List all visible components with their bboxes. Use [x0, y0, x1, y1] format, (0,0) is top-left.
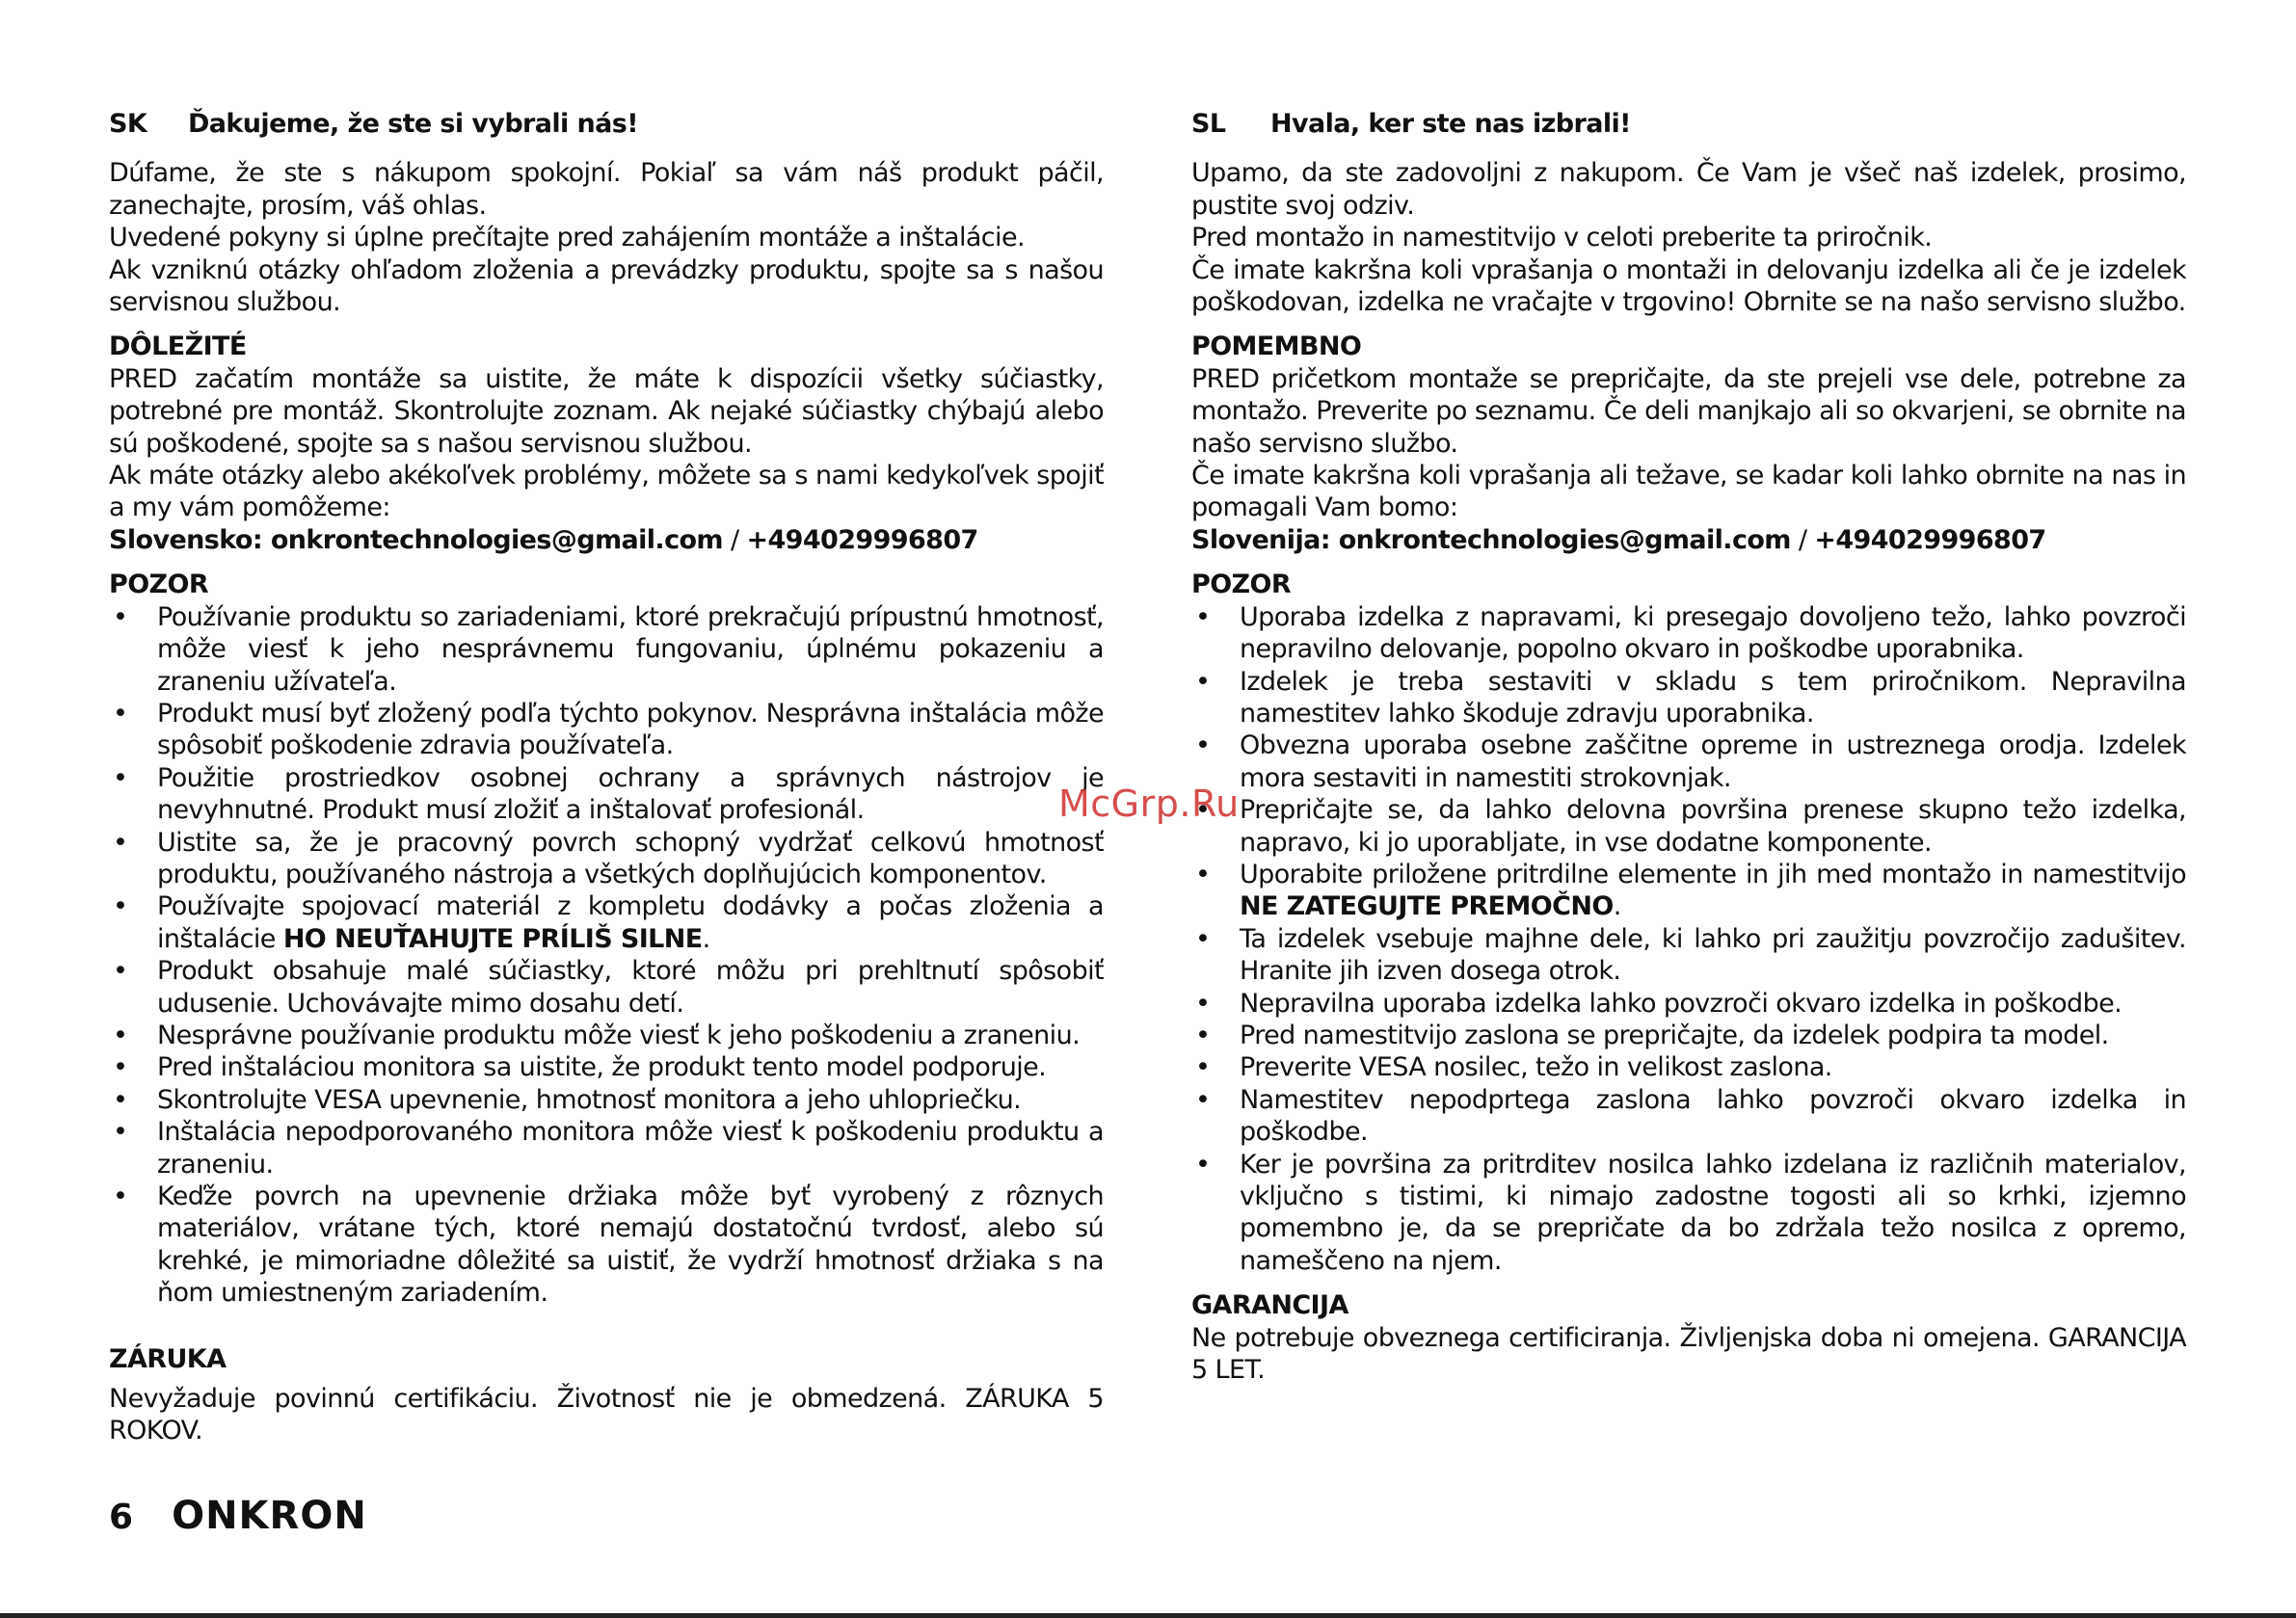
sl-warning-item: • Uporaba izdelka z napravami, ki presegajo dovoljeno težo, lahko povzroči nepravilno delovanje, popolno okvaro in poškodbe uporabnika. — [1191, 601, 2186, 666]
sk-warning-item: • Produkt musí byť zložený podľa týchto pokynov. Nesprávna inštalácia môže spôsobiť poškodenie zdravia používateľa. — [109, 698, 1104, 762]
brand-logo: ONKRON — [172, 1494, 367, 1538]
sl-contact-phone[interactable]: +494029996807 — [1814, 524, 2046, 555]
sl-w5-text: Uporabite priložene pritrdilne elemente in jih med montažo in namestitvijo — [1240, 859, 2186, 889]
sl-warning-list — [1191, 601, 2186, 1278]
watermark: McGrp.Ru — [1058, 782, 1240, 825]
sl-warning-item: • Nepravilna uporaba izdelka lahko povzroči okvaro izdelka in poškodbe. — [1191, 988, 2186, 1020]
sl-contact — [1191, 524, 2186, 556]
sk-warning-item: • Použitie prostriedkov osobnej ochrany a správnych nástrojov je nevyhnutné. Produkt musí zložiť a inštalovať profesionál. — [109, 762, 1104, 827]
sk-important-1: PRED začatím montáže sa uistite, že máte k dispozícii všetky súčiastky, potrebné pre montáž. Skontrolujte zoznam. Ak nejaké súčiastky chýbajú alebo sú poškodené, spojte sa s našou servisnou službou. — [109, 363, 1104, 459]
sl-important-1: PRED pričetkom montaže se prepričajte, da ste prejeli vse dele, potrebne za montažo. Preverite po seznamu. Če deli manjkajo ali so okvarjeni, se obrnite na našo servisno službo. — [1191, 363, 2186, 459]
sl-warranty-text: Ne potrebuje obveznega certificiranja. Življenjska doba ni omejena. GARANCIJA 5 LET. — [1191, 1322, 2186, 1386]
sl-intro-3: Če imate kakršna koli vprašanja o montaži in delovanju izdelka ali če je izdelek poškodovan, izdelka ne vračajte v trgovino! Obrnite se na našo servisno službo. — [1191, 254, 2186, 318]
sl-w5-end: . — [1613, 891, 1621, 922]
sk-intro-3: Ak vzniknú otázky ohľadom zloženia a prevádzky produktu, spojte sa s našou servisnou službou. — [109, 254, 1104, 318]
sk-warning-item: • Keďže povrch na upevnenie držiaka môže byť vyrobený z rôznych materiálov, vrátane tých, ktoré nemajú dostatočnú tvrdosť, alebo sú krehké, je mimoriadne dôležité sa uistiť, že vydrží hmotnosť držiaka s na ňom umiestneným zariadením. — [109, 1180, 1104, 1310]
sl-warning-item: • Izdelek je treba sestaviti v skladu s tem priročnikom. Nepravilna namestitev lahko škoduje zdravju uporabnika. — [1191, 666, 2186, 730]
sk-warning-item: • Používanie produktu so zariadeniami, ktoré prekračujú prípustnú hmotnosť, môže viesť k jeho nesprávnemu fungovaniu, úplnému pokazeniu a zraneniu užívateľa. — [109, 601, 1104, 698]
sk-heading — [109, 108, 1104, 140]
sk-warning-title: POZOR — [109, 570, 209, 600]
sk-title: Ďakujeme, že ste si vybrali nás! — [188, 109, 638, 139]
sl-lang-code: SL — [1191, 109, 1226, 139]
sl-warning-item — [1191, 859, 2186, 923]
sl-warning-item: • Obvezna uporaba osebne zaščitne opreme in ustreznega orodja. Izdelek mora sestaviti in namestiti strokovnjak. — [1191, 729, 2186, 794]
sk-important-2: Ak máte otázky alebo akékoľvek problémy, môžete sa s nami kedykoľvek spojiť a my vám pomôžeme: — [109, 461, 1104, 523]
sk-warning-item — [109, 890, 1104, 955]
sk-w5-emphasis: HO NEUŤAHUJTE PRÍLIŠ SILNE — [282, 923, 703, 954]
sl-intro-2: Pred montažo in namestitvijo v celoti preberite ta priročnik. — [1191, 223, 1933, 253]
sk-contact — [109, 524, 1104, 556]
sl-column — [1191, 108, 2186, 1386]
sk-w5-end: . — [702, 923, 710, 954]
sk-contact-separator: / — [722, 524, 747, 555]
sl-heading — [1191, 108, 2186, 140]
sk-warning-item: • Uistite sa, že je pracovný povrch schopný vydržať celkovú hmotnosť produktu, používaného nástroja a všetkých doplňujúcich komponentov. — [109, 827, 1104, 891]
page-bottom-border — [0, 1613, 2296, 1618]
sl-warning-item: • Prepričajte se, da lahko delovna površina prenese skupno težo izdelka, napravo, ki jo uporabljate, in vse dodatne komponente. — [1191, 794, 2186, 859]
sk-warranty-title: ZÁRUKA — [109, 1343, 227, 1374]
page-footer — [109, 1494, 367, 1538]
sl-w5-emphasis: NE ZATEGUJTE PREMOČNO — [1240, 891, 1614, 922]
sl-intro-1: Upamo, da ste zadovoljni z nakupom. Če Vam je všeč naš izdelek, prosimo, pustite svoj odziv. — [1191, 158, 2186, 221]
sk-warning-item: • Nesprávne používanie produktu môže viesť k jeho poškodeniu a zraneniu. — [109, 1020, 1104, 1051]
sl-title: Hvala, ker ste nas izbrali! — [1270, 109, 1631, 139]
sl-warning-item: • Preverite VESA nosilec, težo in velikost zaslona. — [1191, 1051, 2186, 1083]
sl-important-2: Če imate kakršna koli vprašanja ali težave, se kadar koli lahko obrnite na nas in pomagali Vam bomo: — [1191, 461, 2186, 523]
page-number: 6 — [109, 1498, 134, 1537]
sl-contact-separator: / — [1790, 524, 1815, 555]
sl-warning-item: • Ta izdelek vsebuje majhne dele, ki lahko pri zaužitju povzročijo zadušitev. Hranite jih izven dosega otrok. — [1191, 923, 2186, 988]
sl-contact-email[interactable]: Slovenija: onkrontechnologies@gmail.com — [1191, 524, 1791, 555]
sl-warning-item: • Namestitev nepodprtega zaslona lahko povzroči okvaro izdelka in poškodbe. — [1191, 1084, 2186, 1149]
sl-warning-item: • Ker je površina za pritrditev nosilca lahko izdelana iz različnih materialov, vključno s tistimi, ki nimajo zadostne togosti ali so krhki, izjemno pomembno je, da se prepričate da bo zdržala težo nosilca z opremo, nameščeno na njem. — [1191, 1149, 2186, 1278]
sk-intro-2: Uvedené pokyny si úplne prečítajte pred zahájením montáže a inštalácie. — [109, 223, 1025, 253]
sl-warning-title: POZOR — [1191, 570, 1292, 600]
sk-warning-item: • Produkt obsahuje malé súčiastky, ktoré môžu pri prehltnutí spôsobiť udusenie. Uchovávajte mimo dosahu detí. — [109, 955, 1104, 1020]
sl-warranty-title: GARANCIJA — [1191, 1290, 1348, 1321]
sk-warranty-text: Nevyžaduje povinnú certifikáciu. Životnosť nie je obmedzená. ZÁRUKA 5 ROKOV. — [109, 1384, 1104, 1446]
sk-lang-code: SK — [109, 109, 147, 139]
sk-warning-item: • Inštalácia nepodporovaného monitora môže viesť k poškodeniu produktu a zraneniu. — [109, 1116, 1104, 1180]
sk-warning-item: • Pred inštaláciou monitora sa uistite, že produkt tento model podporuje. — [109, 1051, 1104, 1083]
sk-important-title: DÔLEŽITÉ — [109, 332, 247, 362]
sl-important-title: POMEMBNO — [1191, 332, 1362, 362]
sk-column — [109, 108, 1104, 1447]
sk-w5-text: Používajte spojovací materiál z kompletu dodávky a počas zloženia a inštalácie — [157, 891, 1104, 954]
sk-contact-email[interactable]: Slovensko: onkrontechnologies@gmail.com — [109, 524, 723, 555]
sk-warning-list — [109, 601, 1104, 1310]
sk-contact-phone[interactable]: +494029996807 — [746, 524, 978, 555]
sk-warning-item: • Skontrolujte VESA upevnenie, hmotnosť monitora a jeho uhlopriečku. — [109, 1084, 1104, 1116]
sl-warning-item: • Pred namestitvijo zaslona se prepričajte, da izdelek podpira ta model. — [1191, 1020, 2186, 1051]
sk-intro-1: Dúfame, že ste s nákupom spokojní. Pokiaľ sa vám náš produkt páčil, zanechajte, prosím, váš ohlas. — [109, 158, 1104, 221]
